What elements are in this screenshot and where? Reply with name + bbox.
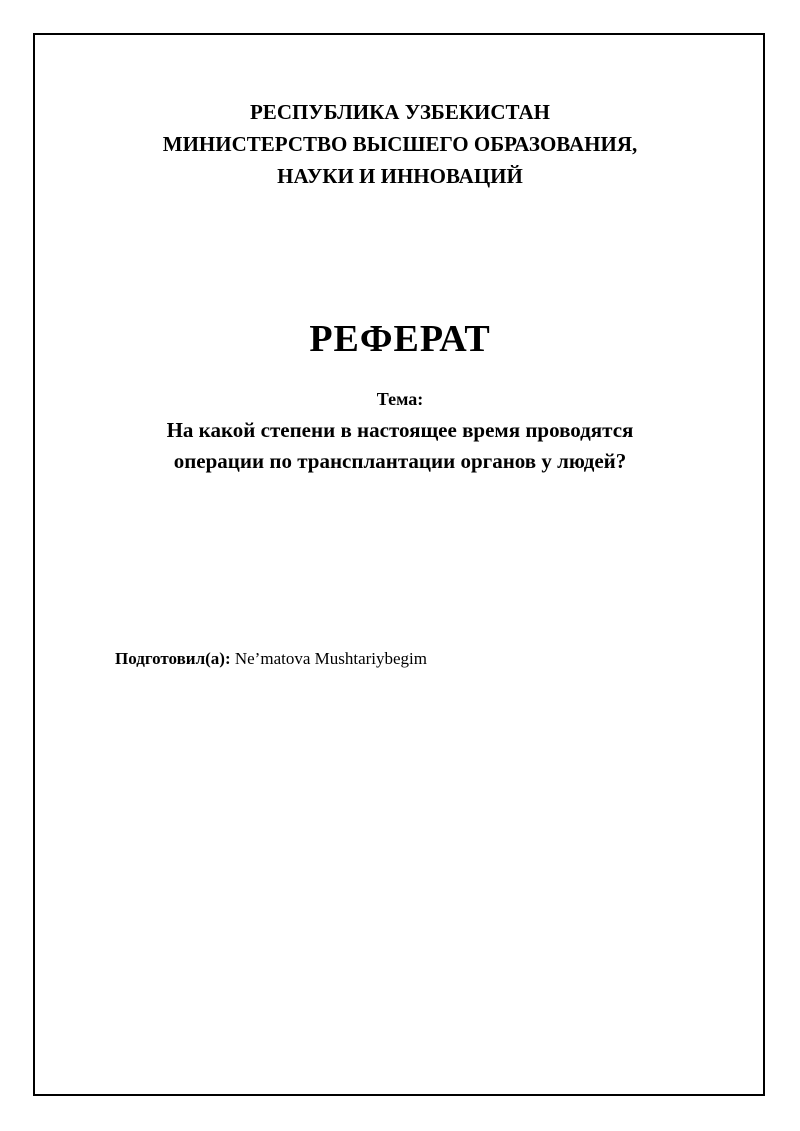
prepared-by-label: Подготовил(а): (115, 649, 231, 668)
topic-line-1: На какой степени в настоящее время проводятся (166, 418, 634, 442)
document-title: РЕФЕРАТ (309, 318, 491, 360)
header-line-ministry: МИНИСТЕРСТВО ВЫСШЕГО ОБРАЗОВАНИЯ, (162, 132, 638, 156)
prepared-by-name: Ne’matova Mushtariybegim (234, 649, 428, 668)
header-line-country: РЕСПУБЛИКА УЗБЕКИСТАН (249, 100, 551, 124)
header-line-ministry-cont: НАУКИ И ИННОВАЦИЙ (277, 164, 523, 188)
prepared-by (115, 648, 427, 670)
topic-label: Тема: (376, 389, 424, 409)
page-border (33, 33, 765, 1096)
institution-header (0, 96, 800, 192)
topic-text (0, 415, 800, 477)
topic-line-2: операции по трансплантации органов у людей? (173, 449, 627, 473)
